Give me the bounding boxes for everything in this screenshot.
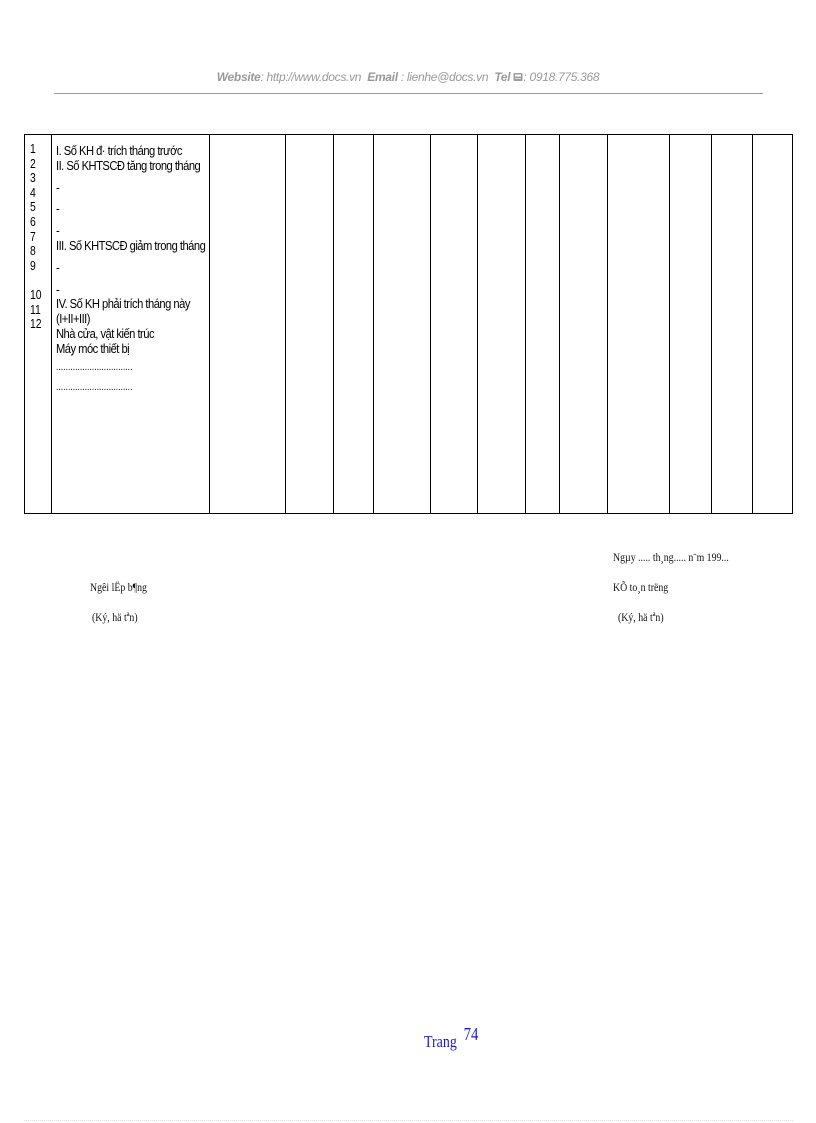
accountant-note: (Ký, hä tªn) bbox=[618, 610, 664, 624]
page-header bbox=[54, 70, 762, 84]
table-row-label: (I+II+III) bbox=[56, 311, 90, 327]
email-value[interactable]: : lienhe@docs.vn bbox=[400, 70, 489, 84]
column-divider bbox=[209, 135, 210, 513]
table-row-label: ................................ bbox=[56, 382, 133, 394]
column-divider bbox=[607, 135, 608, 513]
page-label: Trang bbox=[424, 1032, 457, 1051]
row-number: 12 bbox=[30, 316, 42, 332]
column-divider bbox=[477, 135, 478, 513]
table-row-label: - bbox=[56, 259, 60, 275]
row-number: 9 bbox=[30, 257, 36, 273]
page-footer bbox=[424, 1024, 486, 1052]
phone-icon bbox=[513, 72, 523, 82]
page-number: 74 bbox=[463, 1024, 479, 1044]
accountant-title: KÕ to¸n trëng bbox=[613, 580, 669, 594]
table-row-label: - bbox=[56, 201, 60, 217]
row-number-column bbox=[30, 142, 50, 332]
column-divider bbox=[669, 135, 670, 513]
table-row-label: IV. Số KH phải trích tháng này bbox=[56, 296, 190, 312]
tel-value: : 0918.775.368 bbox=[523, 70, 600, 84]
table-row-label: Máy móc thiết bị bbox=[56, 340, 130, 356]
table-row-label: II. Số KHTSCĐ tăng trong tháng bbox=[56, 157, 201, 173]
table-row-label: - bbox=[56, 179, 60, 195]
description-column bbox=[56, 144, 206, 396]
table-row-label: I. Số KH đ· trích tháng trước bbox=[56, 143, 182, 158]
row-number: 4 bbox=[30, 184, 36, 200]
website-url[interactable]: : http://www.docs.vn bbox=[260, 70, 362, 84]
column-divider bbox=[711, 135, 712, 513]
preparer-note: (Ký, hä tªn) bbox=[92, 610, 138, 624]
preparer-title: Ngêi lËp b¶ng bbox=[90, 580, 147, 594]
column-divider bbox=[333, 135, 334, 513]
depreciation-table bbox=[24, 134, 793, 514]
column-divider bbox=[752, 135, 753, 513]
table-row-label: III. Số KHTSCĐ giảm trong tháng bbox=[56, 237, 206, 253]
column-divider bbox=[430, 135, 431, 513]
column-divider bbox=[51, 135, 52, 513]
row-number: 2 bbox=[30, 155, 36, 171]
bottom-divider bbox=[24, 1120, 793, 1121]
table-row-label: - bbox=[56, 223, 60, 239]
row-number: 6 bbox=[30, 213, 36, 229]
row-number: 7 bbox=[30, 228, 36, 244]
row-number bbox=[30, 273, 46, 288]
header-divider bbox=[54, 93, 763, 94]
row-number: 1 bbox=[30, 141, 36, 156]
row-number: 11 bbox=[30, 301, 41, 317]
row-number: 8 bbox=[30, 243, 36, 259]
column-divider bbox=[525, 135, 526, 513]
email-label: Email bbox=[367, 70, 398, 84]
website-label: Website bbox=[216, 70, 261, 84]
column-divider bbox=[559, 135, 560, 513]
tel-label: Tel bbox=[494, 70, 511, 84]
row-number: 10 bbox=[30, 286, 42, 302]
column-divider bbox=[373, 135, 374, 513]
row-number: 5 bbox=[30, 199, 36, 215]
table-row-label: Nhà cửa, vật kiến trúc bbox=[56, 325, 155, 341]
row-number: 3 bbox=[30, 170, 36, 186]
date-line: Ngµy ..... th¸ng..... n¨m 199... bbox=[613, 550, 729, 564]
column-divider bbox=[285, 135, 286, 513]
table-row-label: ................................ bbox=[56, 361, 133, 373]
table-row-label: - bbox=[56, 281, 60, 297]
